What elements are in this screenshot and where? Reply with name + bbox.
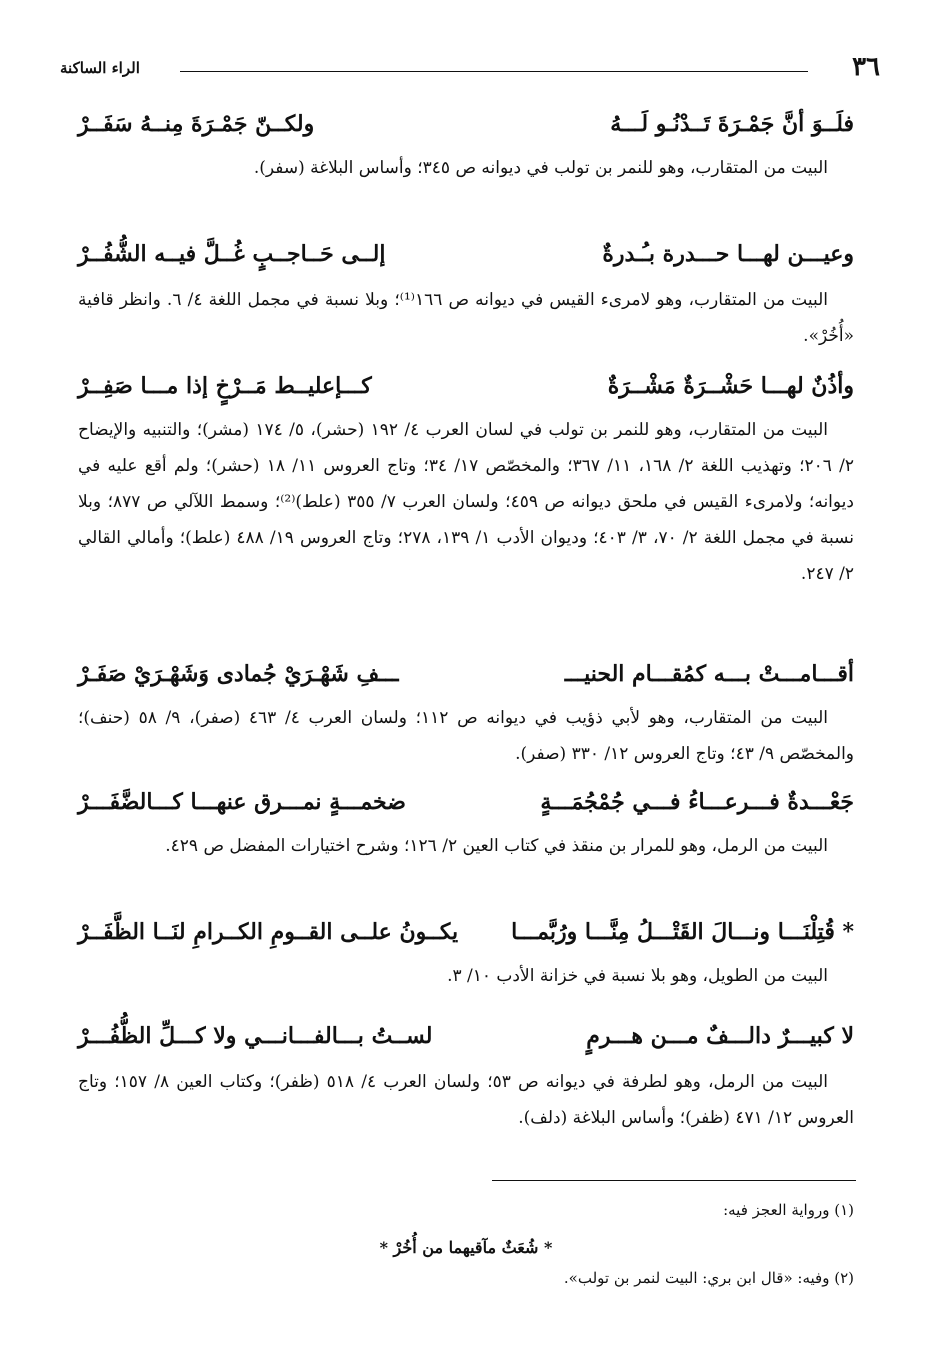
verse-commentary	[78, 1064, 854, 1136]
verse-line	[78, 654, 854, 694]
verse-first-hemistich: وعيـــن لهـــا حـــدرة بـُـدرةٌ	[602, 241, 854, 267]
verse-line	[78, 912, 854, 952]
verse-second-hemistich: ضخمـــةٍ نمـــرق عنهـــا كـــالضَّفَـــرْ	[78, 789, 406, 815]
page-number: ٣٦	[852, 52, 880, 82]
commentary-paragraph: البيت من الرمل، وهو للمرار بن منقذ في كتاب العين ٢/ ١٢٦؛ وشرح اختيارات المفضل ص ٤٢٩.	[165, 836, 828, 856]
commentary-paragraph: البيت من المتقارب، وهو لأبي ذؤيب في ديوانه ص ١١٢؛ ولسان العرب ٤/ ٤٦٣ (صفر)، ٩/ ٥٨ (حنف)؛ والمخصّص ٩/ ٤٣؛ وتاج العروس ١٢/ ٣٣٠ (صفر).	[78, 708, 854, 764]
verse-commentary	[78, 828, 854, 864]
verse-second-hemistich: إلــى حَــاجــبٍ غُــلَّ فيــه الشُّفُــرْ	[78, 241, 386, 267]
page-header	[60, 52, 880, 82]
verse-second-hemistich: كـــإعليــط مَــرْخٍ إذا مـــا صَفِــرْ	[78, 373, 372, 399]
header-rule	[180, 71, 808, 72]
commentary-paragraph: البيت من المتقارب، وهو للنمر بن تولب في ديوانه ص ٣٤٥؛ وأساس البلاغة (سفر).	[253, 158, 828, 178]
commentary-paragraph: البيت من المتقارب، وهو لامرىء القيس في ديوانه ص ١٦٦⁽¹⁾؛ وبلا نسبة في مجمل اللغة ٤/ ٦. وانظر قافية «أُخُرْ».	[78, 290, 854, 346]
verse-second-hemistich: ولكــنّ جَمْـرَةَ مِنــهُ سَفَــرْ	[78, 111, 315, 137]
footnote-1-verse: * شُعَثٌ مآقيهما من أُخُرْ *	[379, 1238, 553, 1257]
verse-first-hemistich: أقـــامـــتْ بـــه كمُقـــام الحنيـــ	[564, 661, 854, 687]
section-title: الراء الساكنة	[60, 59, 140, 77]
verse-first-hemistich: لا كبيـــرٌ دالـــفٌ مـــن هـــرمٍ	[586, 1023, 854, 1049]
verse-second-hemistich: ـــفِ شَهْـرَيْ جُمادى وَشَهْـرَيْ صَفَـرْ	[78, 661, 399, 687]
verse-first-hemistich: * قُتِلْنَـــا ونـــالَ القَتْـــلُ مِنَّـــا ورُبَّمـــا	[511, 919, 854, 945]
verse-commentary	[78, 150, 854, 186]
verse-commentary	[78, 700, 854, 772]
verse-line	[78, 234, 854, 274]
footnote-1: (١) ورواية العجز فيه:	[723, 1201, 854, 1219]
verse-second-hemistich: لســتُ بـــالفـــانـــي ولا كـــلِّ الظُّفُـــرْ	[78, 1023, 433, 1049]
verse-commentary	[78, 412, 854, 592]
verse-first-hemistich: فلَــوَ أنَّ جَمْـرَةَ تَــدْنُـو لَـــهُ	[610, 111, 854, 137]
commentary-paragraph: البيت من الطويل، وهو بلا نسبة في خزانة الأدب ١٠/ ٣.	[447, 966, 828, 986]
verse-commentary	[78, 282, 854, 354]
footnote-2: (٢) وفيه: «قال ابن بري: البيت لنمر بن تولب».	[563, 1269, 854, 1287]
commentary-paragraph: البيت من المتقارب، وهو للنمر بن تولب في لسان العرب ٤/ ١٩٢ (حشر)، ٥/ ١٧٤ (مشر)؛ والتنبيه والإيضاح ٢/ ٢٠٦؛ وتهذيب اللغة ٢/ ١٦٨، ١١/ ٣٦٧؛ والمخصّص ١٧/ ٣٤؛ وتاج العروس ١١/ ١٨ (حشر)؛ ولم أقع عليه في ديوانه؛ ولامرىء القيس في ملحق ديوانه ص ٤٥٩؛ ولسان العرب ٧/ ٣٥٥ (علط)⁽²⁾؛ وسمط اللآلي ص ٨٧٧؛ وبلا نسبة في مجمل اللغة ٢/ ٧٠، ٣/ ٤٠٣؛ وديوان الأدب ١/ ١٣٩، ٢٧٨؛ وتاج العروس ١٩/ ٤٨٨ (علط)؛ وأمالي القالي ٢/ ٢٤٧.	[78, 420, 855, 584]
verse-first-hemistich: جَعْـــدةٌ فـــرعـــاءُ فـــي جُمْجُمَـــةٍ	[540, 789, 854, 815]
verse-line	[78, 1016, 854, 1056]
footnote-rule	[492, 1180, 856, 1181]
verse-second-hemistich: يكــونُ علــى القــومِ الكــرامِ لنَــا الظَّفَــرْ	[78, 919, 459, 945]
verse-commentary	[78, 958, 854, 994]
verse-line	[78, 104, 854, 144]
commentary-paragraph: البيت من الرمل، وهو لطرفة في ديوانه ص ٥٣؛ ولسان العرب ٤/ ٥١٨ (ظفر)؛ وكتاب العين ٨/ ١٥٧؛ وتاج العروس ١٢/ ٤٧١ (ظفر)؛ وأساس البلاغة (دلف).	[78, 1072, 854, 1128]
verse-first-hemistich: وأذُنٌ لهـــا حَشْــرَةٌ مَشْــرَةٌ	[607, 373, 854, 399]
verse-line	[78, 782, 854, 822]
verse-line	[78, 366, 854, 406]
